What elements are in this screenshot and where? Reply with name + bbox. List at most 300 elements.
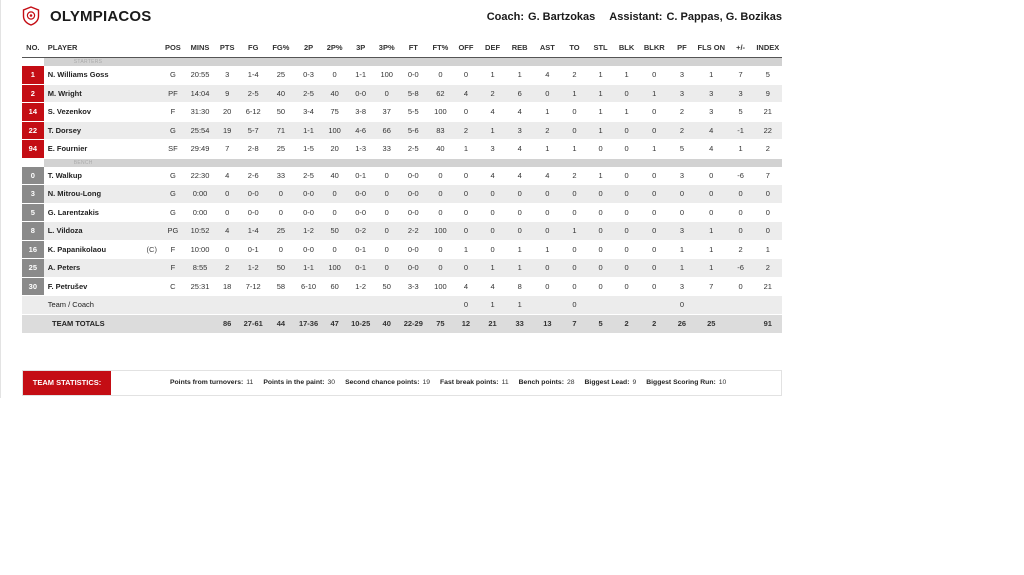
- team-stat-label: Points in the paint:: [263, 379, 325, 386]
- stat-cell: 0: [561, 185, 587, 204]
- player-number: 94: [22, 140, 44, 159]
- stat-cell: 10:52: [185, 222, 215, 241]
- stat-cell: 0-0: [239, 185, 267, 204]
- stat-cell: 2-5: [294, 84, 322, 103]
- stat-cell: 22:30: [185, 167, 215, 185]
- stat-cell: -1: [728, 121, 754, 140]
- player-row[interactable]: [22, 84, 782, 103]
- stat-cell: 4: [479, 277, 506, 296]
- stat-cell: 0: [506, 185, 533, 204]
- total-stat-cell: 7: [561, 314, 587, 333]
- stat-cell: 0: [453, 296, 479, 315]
- stat-cell: 22: [754, 121, 782, 140]
- stat-cell: 0-0: [399, 203, 428, 222]
- player-position: G: [161, 167, 185, 185]
- stat-cell: 83: [428, 121, 453, 140]
- total-stat-cell: 13: [533, 314, 561, 333]
- player-name-link[interactable]: L. Vildoza: [47, 226, 83, 236]
- stat-cell: 10:00: [185, 240, 215, 259]
- player-number: 25: [22, 259, 44, 278]
- team-stat-value: 9: [632, 379, 637, 386]
- stat-cell: 20:55: [185, 66, 215, 84]
- stat-cell: 8: [506, 277, 533, 296]
- stat-cell: 25: [267, 140, 294, 159]
- column-header: PLAYER: [44, 38, 161, 58]
- stat-cell: 0: [267, 240, 294, 259]
- stat-cell: 0-0: [399, 240, 428, 259]
- player-row[interactable]: [22, 140, 782, 159]
- stat-cell: 0: [614, 222, 640, 241]
- stat-cell: 100: [323, 121, 347, 140]
- stat-cell: 1: [695, 240, 728, 259]
- team-stat-label: Second chance points:: [345, 379, 420, 386]
- player-position: G: [161, 121, 185, 140]
- stat-cell: 2-6: [239, 167, 267, 185]
- stat-cell: [614, 296, 640, 315]
- stat-cell: 1: [506, 240, 533, 259]
- stat-cell: 5-5: [399, 103, 428, 122]
- coaching-staff: [487, 11, 782, 23]
- stat-cell: 0-0: [294, 185, 322, 204]
- stat-cell: 62: [428, 84, 453, 103]
- stat-cell: 50: [267, 103, 294, 122]
- total-stat-cell: 40: [375, 314, 399, 333]
- stat-cell: 3: [215, 66, 239, 84]
- stat-cell: 2-8: [239, 140, 267, 159]
- stat-cell: 0: [614, 140, 640, 159]
- stat-cell: 33: [267, 167, 294, 185]
- team-header: [22, 6, 782, 28]
- stat-cell: 8:55: [185, 259, 215, 278]
- player-name-link[interactable]: G. Larentzakis: [47, 207, 99, 217]
- player-name-cell[interactable]: [44, 240, 161, 259]
- stat-cell: 3: [669, 66, 695, 84]
- player-position: SF: [161, 140, 185, 159]
- stat-cell: 0: [728, 222, 754, 241]
- stat-cell: 4: [479, 167, 506, 185]
- stat-cell: 0: [669, 296, 695, 315]
- stat-cell: 100: [428, 277, 453, 296]
- stat-cell: 0: [640, 121, 669, 140]
- stat-cell: 1: [506, 296, 533, 315]
- stat-cell: 71: [267, 121, 294, 140]
- team-stat-value: 10: [718, 379, 727, 386]
- stat-cell: 0: [640, 222, 669, 241]
- column-header: 2P%: [323, 38, 347, 58]
- stat-cell: 0: [453, 66, 479, 84]
- stat-cell: [588, 296, 614, 315]
- total-stat-cell: 22-29: [399, 314, 428, 333]
- player-row[interactable]: [22, 167, 782, 185]
- column-header: FG: [239, 38, 267, 58]
- team-stat-item: [646, 371, 726, 395]
- stat-cell: 3-8: [347, 103, 375, 122]
- stat-cell: 0-1: [347, 167, 375, 185]
- stat-cell: 100: [375, 66, 399, 84]
- stat-cell: 0: [640, 66, 669, 84]
- stat-cell: 0: [479, 203, 506, 222]
- stat-cell: 1: [561, 84, 587, 103]
- stat-cell: 25: [267, 222, 294, 241]
- stat-cell: 0: [588, 140, 614, 159]
- assistant-names: C. Pappas, G. Bozikas: [666, 11, 782, 23]
- stat-cell: 0: [267, 185, 294, 204]
- stat-cell: 40: [323, 167, 347, 185]
- column-header: FT%: [428, 38, 453, 58]
- stat-cell: 1: [506, 259, 533, 278]
- stat-cell: 2: [561, 167, 587, 185]
- player-name-link[interactable]: S. Vezenkov: [47, 107, 92, 117]
- stat-cell: [428, 296, 453, 315]
- stat-cell: 1: [479, 121, 506, 140]
- stat-cell: 0: [323, 66, 347, 84]
- stat-cell: 1: [754, 240, 782, 259]
- total-stat-cell: [185, 314, 215, 333]
- team-stat-item: [440, 371, 509, 395]
- section-divider: [22, 58, 782, 67]
- stat-cell: 0-0: [347, 84, 375, 103]
- stat-cell: 6-12: [239, 103, 267, 122]
- stat-cell: 0: [588, 259, 614, 278]
- stat-cell: 2: [669, 121, 695, 140]
- stat-cell: 0: [640, 185, 669, 204]
- team-coach-label: Team / Coach: [44, 296, 161, 315]
- stat-cell: 4: [506, 140, 533, 159]
- empty-cell: [161, 314, 185, 333]
- player-name-cell[interactable]: [44, 121, 161, 140]
- empty-cell: [22, 296, 44, 315]
- stat-cell: 1: [479, 66, 506, 84]
- captain-marker: (C): [146, 244, 157, 254]
- stat-cell: [239, 296, 267, 315]
- stat-cell: 0: [561, 103, 587, 122]
- stat-cell: -6: [728, 259, 754, 278]
- stat-cell: 0: [375, 185, 399, 204]
- box-score-table: [22, 38, 782, 333]
- stat-cell: 3-3: [399, 277, 428, 296]
- stat-cell: 1: [669, 240, 695, 259]
- player-row[interactable]: [22, 203, 782, 222]
- stat-cell: 0: [640, 103, 669, 122]
- column-header: PTS: [215, 38, 239, 58]
- player-position: F: [161, 240, 185, 259]
- stat-cell: 1: [640, 140, 669, 159]
- stat-cell: 0: [506, 203, 533, 222]
- player-number: 2: [22, 84, 44, 103]
- stat-cell: 0:00: [185, 203, 215, 222]
- stat-cell: 0: [614, 84, 640, 103]
- total-stat-cell: 91: [754, 314, 782, 333]
- section-label: BENCH: [44, 158, 782, 167]
- stat-cell: 4: [506, 167, 533, 185]
- player-number: 1: [22, 66, 44, 84]
- stat-cell: 7: [728, 66, 754, 84]
- stat-cell: 0: [614, 121, 640, 140]
- stat-cell: [640, 296, 669, 315]
- stat-cell: 1: [695, 259, 728, 278]
- player-number: 8: [22, 222, 44, 241]
- stat-cell: 0: [640, 240, 669, 259]
- stat-cell: 2: [453, 121, 479, 140]
- player-row[interactable]: [22, 185, 782, 204]
- player-number: 5: [22, 203, 44, 222]
- column-header: REB: [506, 38, 533, 58]
- team-stat-item: [263, 371, 335, 395]
- team-stat-item: [170, 371, 253, 395]
- stat-cell: 0: [640, 259, 669, 278]
- stat-cell: 0: [640, 277, 669, 296]
- stat-cell: 100: [323, 259, 347, 278]
- player-row[interactable]: [22, 103, 782, 122]
- stat-cell: 40: [267, 84, 294, 103]
- coach-name: G. Bartzokas: [528, 11, 596, 23]
- stat-cell: 50: [267, 259, 294, 278]
- stat-cell: 0-0: [399, 66, 428, 84]
- player-name-cell[interactable]: [44, 103, 161, 122]
- stat-cell: 3: [669, 277, 695, 296]
- stat-cell: 1-2: [294, 222, 322, 241]
- player-name-cell[interactable]: [44, 259, 161, 278]
- column-header: POS: [161, 38, 185, 58]
- player-name-link[interactable]: N. Mitrou-Long: [47, 189, 102, 199]
- stat-cell: 3: [695, 103, 728, 122]
- player-name-cell[interactable]: [44, 277, 161, 296]
- stat-cell: 0: [479, 185, 506, 204]
- stat-cell: 0:00: [185, 185, 215, 204]
- column-header: MINS: [185, 38, 215, 58]
- stat-cell: 19: [215, 121, 239, 140]
- stat-cell: 0: [614, 167, 640, 185]
- stat-cell: 3: [479, 140, 506, 159]
- stat-cell: 0: [323, 185, 347, 204]
- column-header: DEF: [479, 38, 506, 58]
- stat-cell: 0: [428, 240, 453, 259]
- column-header: +/-: [728, 38, 754, 58]
- stat-cell: 50: [375, 277, 399, 296]
- stat-cell: -6: [728, 167, 754, 185]
- stat-cell: 0: [453, 203, 479, 222]
- stat-cell: 1: [453, 240, 479, 259]
- stat-cell: 7: [215, 140, 239, 159]
- player-name-cell[interactable]: [44, 222, 161, 241]
- stat-cell: 0: [754, 222, 782, 241]
- player-row[interactable]: [22, 240, 782, 259]
- team-stat-item: [345, 371, 430, 395]
- stat-cell: 0: [561, 277, 587, 296]
- player-name-cell[interactable]: [44, 203, 161, 222]
- total-stat-cell: [728, 314, 754, 333]
- team-stat-item: [585, 371, 637, 395]
- team-stat-value: 28: [566, 379, 575, 386]
- stat-cell: 0: [215, 240, 239, 259]
- stat-cell: 25:31: [185, 277, 215, 296]
- total-stat-cell: 33: [506, 314, 533, 333]
- stat-cell: 0: [754, 185, 782, 204]
- column-header: 2P: [294, 38, 322, 58]
- stat-cell: 7: [695, 277, 728, 296]
- stat-cell: 1: [479, 296, 506, 315]
- stat-cell: [375, 296, 399, 315]
- column-header: 3P%: [375, 38, 399, 58]
- column-header: TO: [561, 38, 587, 58]
- player-position: G: [161, 66, 185, 84]
- stat-cell: 6: [506, 84, 533, 103]
- stat-cell: 66: [375, 121, 399, 140]
- player-name-cell[interactable]: [44, 66, 161, 84]
- player-name-link[interactable]: M. Wright: [47, 88, 82, 98]
- team-coach-row: [22, 296, 782, 315]
- stat-cell: 0: [588, 277, 614, 296]
- player-position: G: [161, 185, 185, 204]
- assistant-label: Assistant:: [609, 11, 663, 23]
- team-totals-label: TEAM TOTALS: [22, 314, 161, 333]
- player-name-link[interactable]: E. Fournier: [47, 144, 88, 154]
- stat-cell: 2-5: [239, 84, 267, 103]
- stat-cell: 2: [754, 140, 782, 159]
- stat-cell: 0: [375, 203, 399, 222]
- total-stat-cell: 2: [640, 314, 669, 333]
- stat-cell: 3: [669, 167, 695, 185]
- player-row[interactable]: [22, 121, 782, 140]
- stat-cell: 0: [614, 259, 640, 278]
- stat-cell: 58: [267, 277, 294, 296]
- team-stat-label: Points from turnovers:: [170, 379, 244, 386]
- stat-cell: 0-2: [347, 222, 375, 241]
- team-statistics-title: TEAM STATISTICS:: [23, 371, 111, 395]
- stat-cell: 60: [323, 277, 347, 296]
- player-number: 14: [22, 103, 44, 122]
- stat-cell: 31:30: [185, 103, 215, 122]
- stat-cell: 1: [479, 259, 506, 278]
- stat-cell: 0: [728, 277, 754, 296]
- player-name-link[interactable]: T. Walkup: [47, 170, 83, 180]
- player-name-link[interactable]: A. Peters: [47, 263, 81, 273]
- stat-cell: 2-5: [399, 140, 428, 159]
- stat-cell: 2: [479, 84, 506, 103]
- total-stat-cell: 47: [323, 314, 347, 333]
- column-header: NO.: [22, 38, 44, 58]
- stat-cell: 5-7: [239, 121, 267, 140]
- stat-cell: 2: [215, 259, 239, 278]
- stat-cell: 0: [479, 222, 506, 241]
- player-row[interactable]: [22, 259, 782, 278]
- stat-cell: 0: [428, 203, 453, 222]
- total-stat-cell: 75: [428, 314, 453, 333]
- stat-cell: 5-6: [399, 121, 428, 140]
- stat-cell: 6-10: [294, 277, 322, 296]
- player-name-link[interactable]: T. Dorsey: [47, 125, 82, 135]
- player-name-cell[interactable]: [44, 140, 161, 159]
- stat-cell: 0: [533, 277, 561, 296]
- player-number: 22: [22, 121, 44, 140]
- player-row[interactable]: [22, 277, 782, 296]
- stat-cell: 0: [215, 185, 239, 204]
- stat-cell: 0: [533, 185, 561, 204]
- team-statistics-list: [170, 371, 736, 395]
- player-row[interactable]: [22, 66, 782, 84]
- column-header: FT: [399, 38, 428, 58]
- stat-cell: 0: [728, 203, 754, 222]
- stat-cell: 2: [561, 66, 587, 84]
- player-row[interactable]: [22, 222, 782, 241]
- stat-cell: 0: [588, 185, 614, 204]
- player-name-cell[interactable]: [44, 84, 161, 103]
- stat-cell: 0-0: [347, 185, 375, 204]
- stat-cell: 3: [669, 84, 695, 103]
- player-name-link[interactable]: N. Williams Goss: [47, 70, 109, 80]
- stat-cell: 1: [669, 259, 695, 278]
- stat-cell: 1-1: [347, 66, 375, 84]
- stat-cell: 4: [695, 140, 728, 159]
- stat-cell: 40: [428, 140, 453, 159]
- stat-cell: 1-1: [294, 121, 322, 140]
- total-stat-cell: 27-61: [239, 314, 267, 333]
- column-header: 3P: [347, 38, 375, 58]
- team-stat-value: 11: [501, 379, 509, 386]
- stat-cell: 0: [561, 296, 587, 315]
- stat-cell: 1-2: [239, 259, 267, 278]
- stat-cell: 0: [561, 203, 587, 222]
- team-stat-label: Biggest Scoring Run:: [646, 379, 716, 386]
- player-name-link[interactable]: F. Petrušev: [47, 281, 88, 291]
- section-label: STARTERS: [44, 58, 782, 67]
- player-number: 16: [22, 240, 44, 259]
- column-header: BLKR: [640, 38, 669, 58]
- stat-cell: 0: [533, 222, 561, 241]
- stat-cell: 0: [375, 222, 399, 241]
- stat-cell: 1: [614, 103, 640, 122]
- team-crest-icon: [22, 6, 40, 26]
- player-name-cell[interactable]: [44, 167, 161, 185]
- stat-cell: 25: [267, 66, 294, 84]
- stat-cell: 5: [728, 103, 754, 122]
- stat-cell: 0: [669, 185, 695, 204]
- stat-cell: 1-2: [347, 277, 375, 296]
- stat-cell: 0: [561, 259, 587, 278]
- player-position: PF: [161, 84, 185, 103]
- team-statistics-bar: [22, 370, 782, 396]
- player-name-link[interactable]: K. Papanikolaou: [47, 244, 107, 254]
- stat-cell: [185, 296, 215, 315]
- stat-cell: 0: [453, 259, 479, 278]
- player-name-cell[interactable]: [44, 185, 161, 204]
- stat-cell: 29:49: [185, 140, 215, 159]
- stat-cell: 4-6: [347, 121, 375, 140]
- stat-cell: 0: [695, 167, 728, 185]
- stat-cell: 0: [323, 203, 347, 222]
- stat-cell: 0: [588, 203, 614, 222]
- section-divider: [22, 158, 782, 167]
- stat-cell: 0-0: [347, 203, 375, 222]
- left-border: [0, 0, 1, 398]
- stat-cell: 14:04: [185, 84, 215, 103]
- stat-cell: 4: [215, 167, 239, 185]
- stat-cell: [754, 296, 782, 315]
- stat-cell: 1-3: [347, 140, 375, 159]
- stat-cell: 4: [695, 121, 728, 140]
- stat-cell: 0: [453, 167, 479, 185]
- stat-cell: 0: [428, 259, 453, 278]
- team-stat-label: Biggest Lead:: [584, 379, 630, 386]
- stat-cell: [294, 296, 322, 315]
- team-stat-item: [519, 371, 575, 395]
- stat-cell: 0: [428, 185, 453, 204]
- stat-cell: 0: [323, 240, 347, 259]
- stat-cell: 0: [533, 259, 561, 278]
- stat-cell: 7-12: [239, 277, 267, 296]
- stat-cell: [267, 296, 294, 315]
- player-number: 30: [22, 277, 44, 296]
